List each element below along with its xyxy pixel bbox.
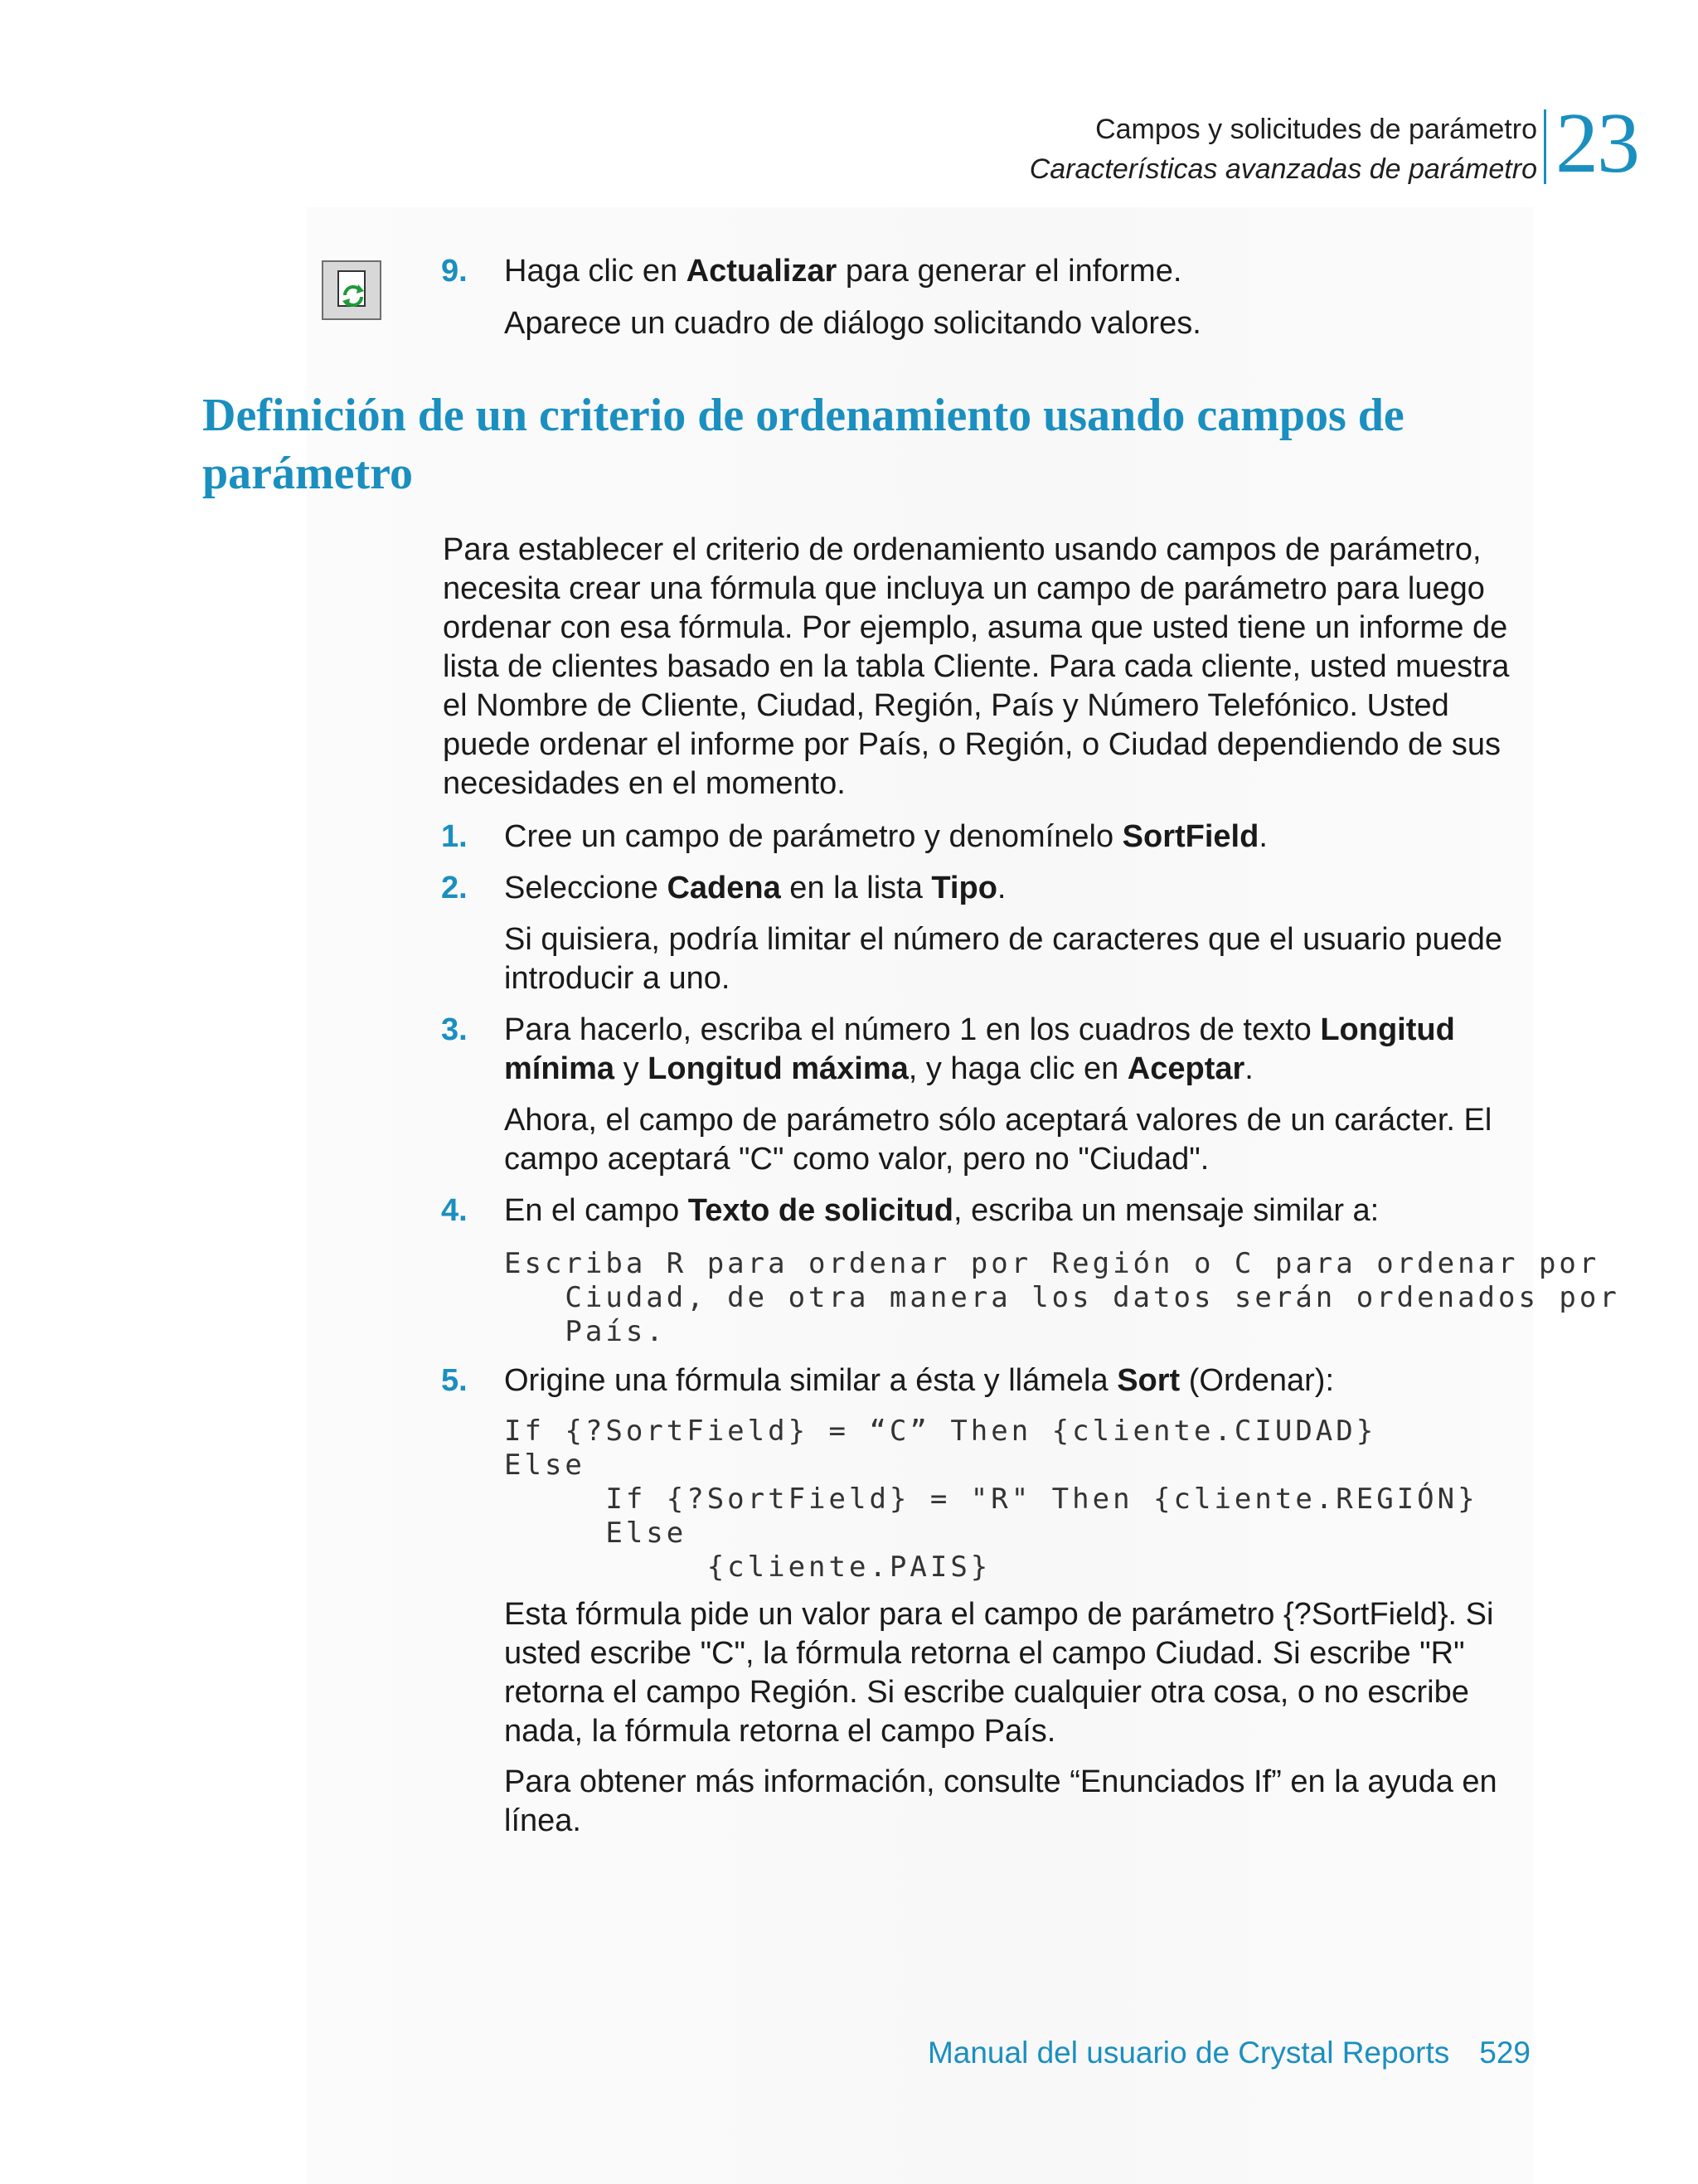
text-run: , escriba un mensaje similar a:: [953, 1193, 1380, 1228]
step-number: 1.: [441, 819, 468, 854]
step-number: 4.: [441, 1193, 468, 1228]
ui-term: Actualizar: [686, 254, 837, 289]
ui-term: Texto de solicitud: [687, 1193, 954, 1228]
text-run: , y haga clic en: [908, 1051, 1128, 1086]
text-run: .: [1259, 819, 1268, 854]
text-run: para generar el informe.: [837, 254, 1182, 289]
text-run: .: [1244, 1051, 1254, 1086]
step-number: 3.: [441, 1012, 468, 1047]
step-text: [504, 869, 1532, 908]
ui-term: Aceptar: [1127, 1051, 1245, 1086]
text-run: en la lista: [780, 871, 932, 905]
text-run: Cree un campo de parámetro y denomínelo: [504, 819, 1123, 854]
text-run: Seleccione: [504, 871, 667, 905]
step-text: [504, 1011, 1532, 1089]
text-run: y: [614, 1051, 648, 1086]
ui-term: Longitud máxima: [648, 1051, 909, 1086]
text-run: .: [997, 871, 1007, 905]
footer-book-title: Manual del usuario de Crystal Reports: [927, 2036, 1450, 2070]
ui-term: Longitud mínima: [504, 1012, 1455, 1086]
step-5-explanation: Esta fórmula pide un valor para el campo de parámetro {?SortField}. Si usted escribe "C", la fórmula retorna el campo Ciudad. Si escribe "R" retorna el campo Región. Si escribe cualquier otra cosa, o no escribe nada, la fórmula retorna el campo País.: [504, 1597, 1494, 1749]
step-number: 2.: [441, 871, 468, 905]
chapter-divider: [1544, 109, 1546, 184]
page-number: 529: [1479, 2036, 1531, 2070]
chapter-number: 23: [1555, 95, 1638, 191]
step-text: [504, 252, 1532, 291]
ui-term: Cadena: [667, 871, 781, 905]
section-heading: Definición de un criterio de ordenamiento usando campos de parámetro: [202, 390, 1404, 499]
step-text: [504, 818, 1532, 857]
text-run: Haga clic en: [504, 254, 686, 289]
intro-paragraph: Para establecer el criterio de ordenamiento usando campos de parámetro, necesita crear una fórmula que incluya un campo de parámetro para luego ordenar con esa fórmula. Por ejemplo, asuma que usted tiene un informe de lista de clientes basado en la tabla Cliente. Para cada cliente, usted muestra el Nombre de Cliente, Ciudad, Región, País y Número Telefónico. Usted puede ordenar el informe por País, o Región, o Ciudad dependiendo de sus necesidades en el momento.: [443, 532, 1510, 801]
ui-term: SortField: [1122, 819, 1259, 854]
step-number: 5.: [441, 1363, 468, 1398]
text-run: (Ordenar):: [1180, 1363, 1335, 1398]
text-run: Origine una fórmula similar a ésta y llámela: [504, 1363, 1118, 1398]
step-2-note: Si quisiera, podría limitar el número de caracteres que el usuario puede introducir a uno.: [504, 922, 1502, 996]
running-footer: [928, 2033, 1531, 2073]
header-section-title: Características avanzadas de parámetro: [1029, 153, 1537, 185]
step-number: 9.: [441, 254, 468, 289]
header-chapter-title: Campos y solicitudes de parámetro: [1095, 114, 1537, 145]
formula-code-block: If {?SortField} = “C” Then {cliente.CIUDAD} Else If {?SortField} = "R" Then {cliente.REGIÓN} Else {cliente.PAIS}: [504, 1415, 1478, 1584]
prompt-text-example: Escriba R para ordenar por Región o C para ordenar por Ciudad, de otra manera los datos serán ordenados por País.: [504, 1247, 1620, 1348]
step-text: [504, 1361, 1532, 1400]
refresh-report-icon: [322, 260, 381, 320]
step-text: [504, 1191, 1532, 1230]
step-5-more-info: Para obtener más información, consulte “Enunciados If” en la ayuda en línea.: [504, 1764, 1497, 1838]
running-header: [1030, 109, 1537, 189]
refresh-arrows-icon: [335, 270, 371, 313]
step-9-note: Aparece un cuadro de diálogo solicitando valores.: [504, 306, 1201, 341]
step-3-note: Ahora, el campo de parámetro sólo aceptará valores de un carácter. El campo aceptará "C" como valor, pero no "Ciudad".: [504, 1103, 1492, 1177]
ui-term: Tipo: [931, 871, 997, 905]
text-run: En el campo: [504, 1193, 688, 1228]
text-run: Para hacerlo, escriba el número 1 en los cuadros de texto: [504, 1012, 1321, 1047]
ui-term: Sort: [1117, 1363, 1181, 1398]
